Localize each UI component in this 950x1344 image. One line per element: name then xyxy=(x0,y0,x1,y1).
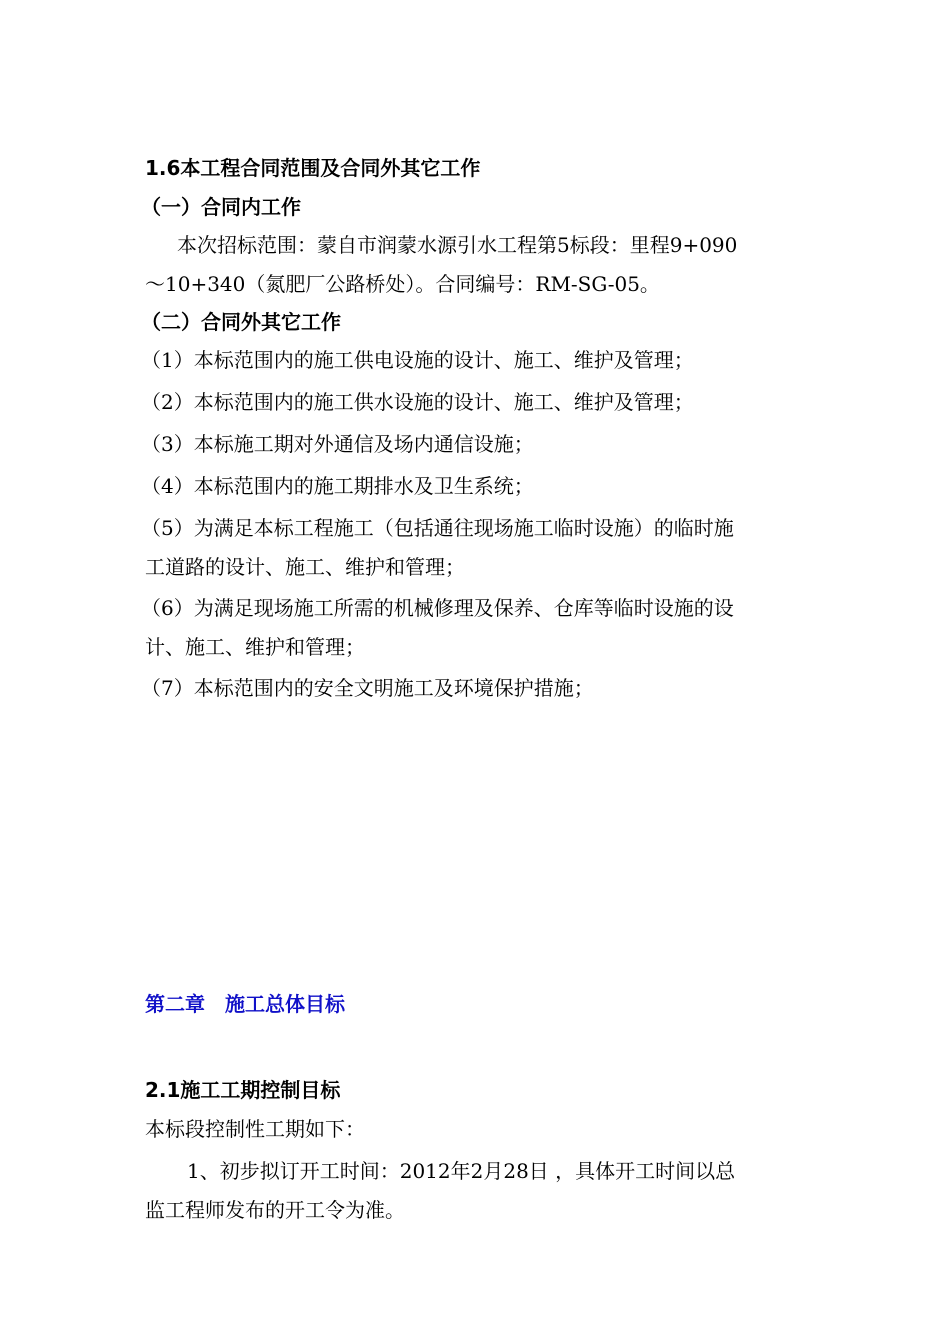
list-item: （7）本标范围内的安全文明施工及环境保护措施； xyxy=(141,676,594,700)
schedule-item-1-line-2: 监工程师发布的开工令为准。 xyxy=(145,1198,405,1222)
section-2-1-title: 2.1施工工期控制目标 xyxy=(145,1078,341,1102)
list-item: （2）本标范围内的施工供水设施的设计、施工、维护及管理； xyxy=(141,390,694,414)
chapter-2-title: 第二章 施工总体目标 xyxy=(145,992,345,1016)
list-item: （5）为满足本标工程施工（包括通往现场施工临时设施）的临时施 xyxy=(141,516,734,540)
section-1-6-title: 1.6本工程合同范围及合同外其它工作 xyxy=(145,156,481,180)
subsection-contract-internal-title: （一）合同内工作 xyxy=(141,195,301,219)
list-item: （4）本标范围内的施工期排水及卫生系统； xyxy=(141,474,534,498)
section-2-1-intro: 本标段控制性工期如下： xyxy=(145,1117,365,1141)
subsection-contract-external-title: （二）合同外其它工作 xyxy=(141,310,341,334)
list-item-continuation: 工道路的设计、施工、维护和管理； xyxy=(145,555,465,579)
scope-paragraph-line-1: 本次招标范围：蒙自市润蒙水源引水工程第5标段：里程9+090 xyxy=(177,233,738,257)
scope-paragraph-line-2: ～10+340（氮肥厂公路桥处）。合同编号：RM-SG-05。 xyxy=(145,272,660,296)
list-item: （3）本标施工期对外通信及场内通信设施； xyxy=(141,432,534,456)
list-item-continuation: 计、施工、维护和管理； xyxy=(145,635,365,659)
schedule-item-1-line-1: 1、初步拟订开工时间：2012年2月28日 ，具体开工时间以总 xyxy=(187,1159,736,1183)
list-item: （6）为满足现场施工所需的机械修理及保养、仓库等临时设施的设 xyxy=(141,596,734,620)
list-item: （1）本标范围内的施工供电设施的设计、施工、维护及管理； xyxy=(141,348,694,372)
